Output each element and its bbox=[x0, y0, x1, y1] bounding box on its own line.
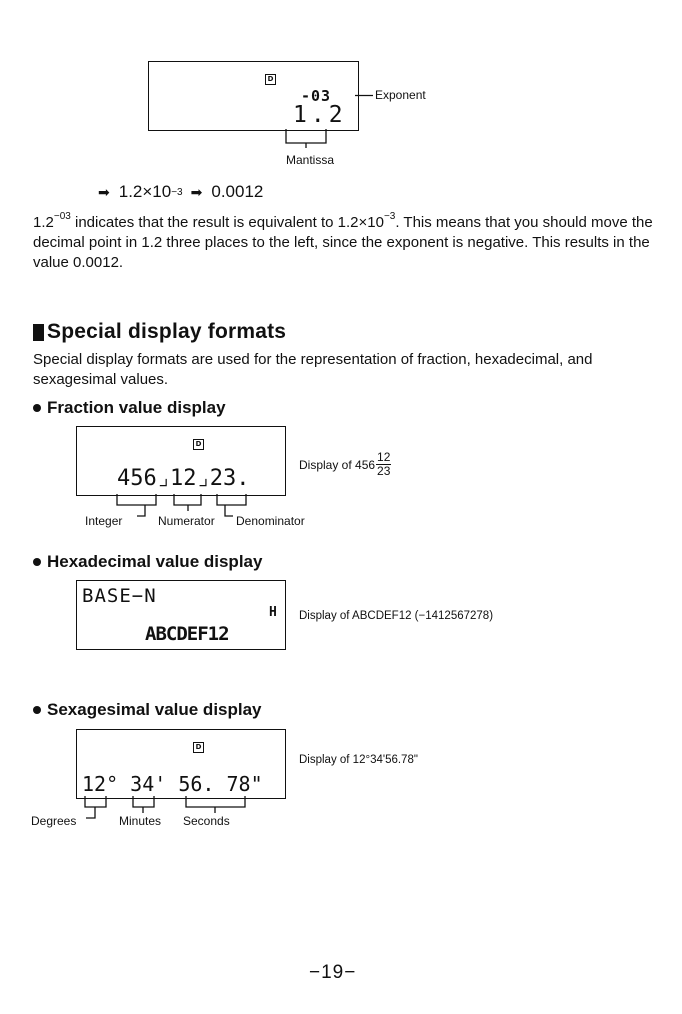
fraction-heading: Fraction value display bbox=[33, 398, 226, 418]
hex-h-indicator: H bbox=[269, 605, 278, 620]
hex-caption: Display of ABCDEF12 (−1412567278) bbox=[299, 610, 494, 622]
degrees-label: Degrees bbox=[31, 814, 77, 828]
denominator-label: Denominator bbox=[236, 514, 305, 528]
hex-mode-text: BASE−N bbox=[82, 585, 157, 607]
exponent-leader-line bbox=[355, 94, 375, 98]
fraction-digits: 456⌟12⌟23. bbox=[117, 466, 250, 491]
sexagesimal-brackets bbox=[80, 796, 260, 822]
arrow-right-icon: ➡ bbox=[190, 184, 203, 200]
section-heading: Special display formats bbox=[33, 320, 286, 344]
sexagesimal-lcd bbox=[76, 729, 286, 799]
fraction-denominator: 23 bbox=[377, 464, 391, 478]
sexagesimal-heading: Sexagesimal value display bbox=[33, 700, 262, 720]
section-intro: Special display formats are used for the representation of fraction, hexadecimal, and sexagesimal values. bbox=[33, 351, 593, 388]
d-indicator: D bbox=[193, 439, 204, 450]
equation-rhs: 0.0012 bbox=[211, 182, 264, 201]
exponent-digits: -03 bbox=[301, 87, 332, 105]
mantissa-label: Mantissa bbox=[286, 153, 335, 167]
page-number: −19− bbox=[309, 962, 357, 983]
sexagesimal-caption: Display of 12°34'56.78" bbox=[299, 754, 418, 766]
bullet-icon bbox=[33, 404, 41, 412]
square-bullet-icon bbox=[33, 324, 44, 341]
fraction-numerator: 12 bbox=[377, 450, 391, 464]
bullet-icon bbox=[33, 706, 41, 714]
seconds-label: Seconds bbox=[183, 814, 230, 828]
fraction-lcd bbox=[76, 426, 286, 496]
d-indicator: D bbox=[265, 74, 276, 85]
bullet-icon bbox=[33, 558, 41, 566]
exponent-label: Exponent bbox=[375, 88, 426, 102]
hex-heading: Hexadecimal value display bbox=[33, 552, 262, 572]
sexagesimal-digits: 12° 34' 56. 78" bbox=[82, 772, 263, 796]
fraction-caption: Display of 456 $\frac{12}{23}$ bbox=[299, 450, 391, 478]
mantissa-digits: 1.2 bbox=[293, 102, 347, 128]
numerator-label: Numerator bbox=[158, 514, 215, 528]
equation: ➡ 1.2×10 $^{-3}$ ➡ 0.0012 bbox=[98, 182, 264, 201]
explanation-paragraph: $1.2^{-03}$ indicates that the result is equivalent to $1.2\times 10^{-3}$. This means that you should move the decimal point in 1.2 three places to the left, since the exponent is negative. This results in the value 0.0012. bbox=[33, 211, 653, 271]
arrow-right-icon: ➡ bbox=[98, 184, 110, 200]
hex-digits: ABCDEF12 bbox=[145, 623, 229, 645]
hex-lcd bbox=[76, 580, 286, 650]
exponent-lcd bbox=[148, 61, 359, 131]
equation-lhs: 1.2×10 bbox=[118, 182, 172, 201]
mantissa-bracket bbox=[285, 129, 335, 149]
minutes-label: Minutes bbox=[119, 814, 162, 828]
integer-label: Integer bbox=[85, 514, 123, 528]
d-indicator: D bbox=[193, 742, 204, 753]
